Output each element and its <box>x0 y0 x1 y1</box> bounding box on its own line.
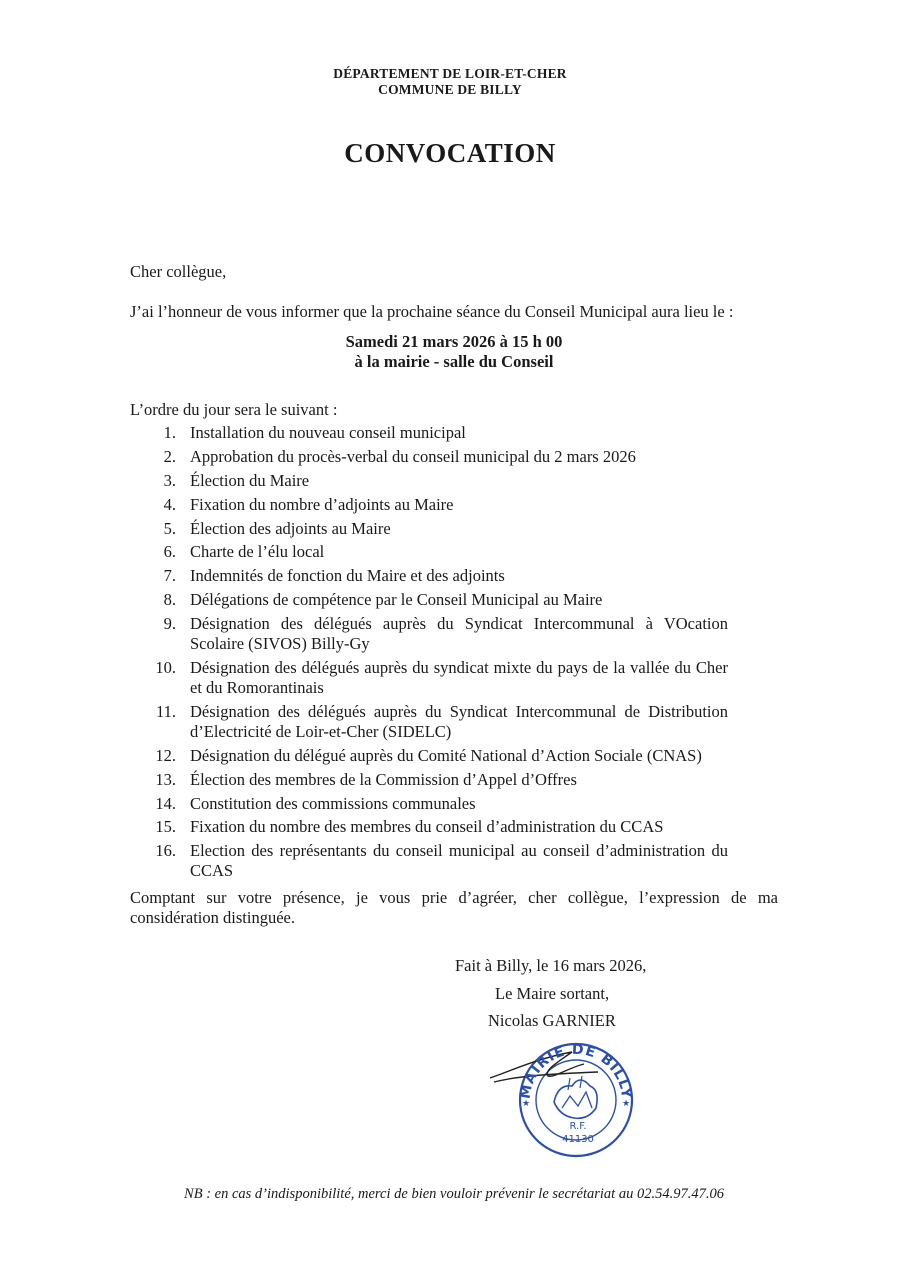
agenda-item: 15. Fixation du nombre des membres du conseil d’administration du CCAS <box>155 817 664 837</box>
meeting-place: à la mairie - salle du Conseil <box>354 352 554 371</box>
commune-name: COMMUNE DE BILLY <box>378 82 522 97</box>
agenda-item: 2. Approbation du procès-verbal du conseil municipal du 2 mars 2026 <box>163 446 636 466</box>
agenda-item: 5. Élection des adjoints au Maire <box>163 518 391 538</box>
signature-name: Nicolas GARNIER <box>488 1011 616 1030</box>
signature-place-date: Fait à Billy, le 16 mars 2026, <box>455 956 647 975</box>
agenda-item: 16. Election des représentants du conseil municipal au conseil d’administration du CCAS <box>155 841 728 881</box>
agenda-item: 4. Fixation du nombre d’adjoints au Maire <box>163 494 454 514</box>
footnote: NB : en cas d’indisponibilité, merci de bien vouloir prévenir le secrétariat au 02.54.97.47.06 <box>184 1186 724 1202</box>
salutation: Cher collègue, <box>130 262 227 281</box>
agenda-list <box>130 423 730 885</box>
department-name: DÉPARTEMENT DE LOIR-ET-CHER <box>333 66 567 81</box>
agenda-item: 12. Désignation du délégué auprès du Comité National d’Action Sociale (CNAS) <box>155 745 702 765</box>
agenda-item: 1. Installation du nouveau conseil municipal <box>163 423 466 442</box>
letterhead <box>0 66 900 98</box>
agenda-item: 10. Désignation des délégués auprès du syndicat mixte du pays de la vallée du Cher et du Romorantinais <box>155 658 728 698</box>
agenda-item: 9. Désignation des délégués auprès du Syndicat Intercommunal à VOcation Scolaire (SIVOS) Billy-Gy <box>163 614 728 654</box>
agenda-item: 13. Élection des membres de la Commission d’Appel d’Offres <box>155 769 577 789</box>
agenda-item: 14. Constitution des commissions communales <box>155 793 476 813</box>
stamp-arc-text: MAIRIE DE BILLY <box>517 1041 635 1101</box>
intro-paragraph: J’ai l’honneur de vous informer que la prochaine séance du Conseil Municipal aura lieu le : <box>130 302 734 321</box>
stamp-rf: R.F. <box>569 1121 587 1132</box>
svg-text:★: ★ <box>622 1099 631 1109</box>
agenda-item: 7. Indemnités de fonction du Maire et des adjoints <box>163 566 505 586</box>
agenda-item: 11. Désignation des délégués auprès du Syndicat Intercommunal de Distribution d’Electricité de Loir-et-Cher (SIDELC) <box>155 701 728 741</box>
meeting-date: Samedi 21 mars 2026 à 15 h 00 <box>345 332 563 351</box>
stamp-code: 41130 <box>562 1134 594 1145</box>
agenda-intro: L’ordre du jour sera le suivant : <box>130 400 338 419</box>
svg-text:★: ★ <box>522 1099 531 1109</box>
town-hall-stamp <box>488 1028 648 1160</box>
meeting-details <box>0 332 900 372</box>
signature-role: Le Maire sortant, <box>495 984 610 1003</box>
closing-paragraph: Comptant sur votre présence, je vous prie d’agréer, cher collègue, l’expression de ma considération distinguée. <box>130 888 778 927</box>
document-title: CONVOCATION <box>344 138 556 168</box>
agenda-item: 6. Charte de l’élu local <box>163 542 325 562</box>
svg-text:MAIRIE DE BILLY <box>518 1042 635 1100</box>
agenda-item: 3. Élection du Maire <box>163 470 310 490</box>
agenda-item: 8. Délégations de compétence par le Conseil Municipal au Maire <box>163 590 603 610</box>
